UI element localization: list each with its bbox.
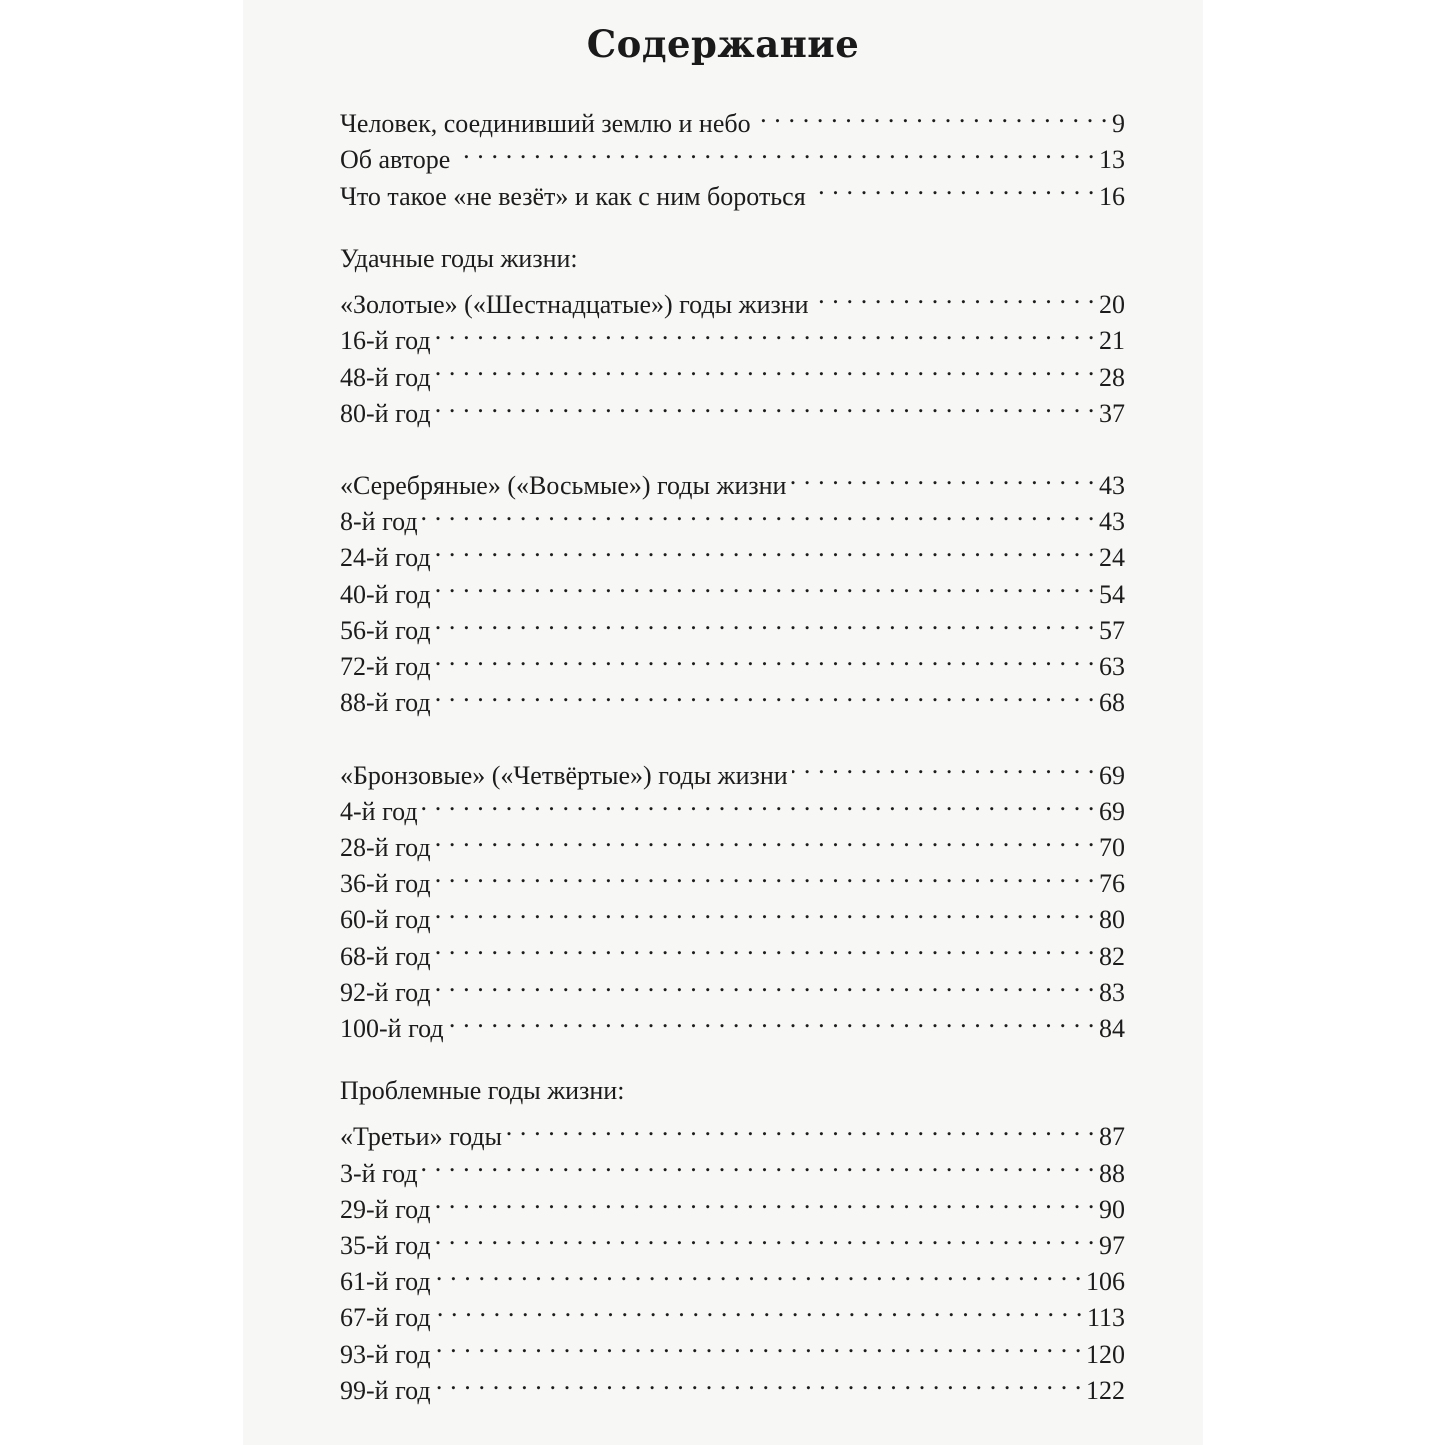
toc-entry-page: 28 <box>1099 362 1125 392</box>
dot-leader <box>790 458 1095 494</box>
toc-entry-page: 76 <box>1099 869 1125 899</box>
toc-entry <box>340 277 1125 320</box>
toc-entry-title: Что такое «не везёт» и как с ним бороться <box>340 181 806 211</box>
toc-entry-page: 88 <box>1099 1158 1125 1188</box>
book-page <box>243 0 1203 1445</box>
toc-section-intro <box>340 96 1125 211</box>
toc-section-bronze <box>340 747 1125 1043</box>
toc-entry-title: 93-й год <box>340 1339 431 1369</box>
toc-entry-page: 16 <box>1099 181 1125 211</box>
toc-section-silver <box>340 458 1125 718</box>
toc-entry <box>340 820 1125 862</box>
toc-entry-page: 90 <box>1099 1194 1125 1224</box>
toc-entry <box>340 747 1125 790</box>
toc-entry <box>340 1001 1125 1043</box>
toc-entry-title: Об авторе <box>340 145 451 175</box>
dot-leader <box>435 1290 1083 1326</box>
toc-entry <box>340 132 1125 175</box>
toc-entry-title: 61-й год <box>340 1267 431 1297</box>
toc-entry-page: 54 <box>1099 579 1125 609</box>
toc-entry <box>340 168 1125 211</box>
toc-entry-title: 40-й год <box>340 579 431 609</box>
toc-entry <box>340 784 1125 826</box>
toc-entry-title: 88-й год <box>340 688 431 718</box>
dot-leader <box>435 928 1095 964</box>
dot-leader <box>435 1254 1082 1290</box>
toc-entry-page: 87 <box>1099 1122 1125 1152</box>
dot-leader <box>435 1363 1082 1399</box>
toc-entry <box>340 603 1125 645</box>
toc-entry-title: 16-й год <box>340 326 431 356</box>
toc-entry <box>340 458 1125 501</box>
toc-entry <box>340 313 1125 356</box>
toc-entry <box>340 675 1125 718</box>
toc-entry <box>340 1254 1125 1297</box>
toc-entry-title: 3-й год <box>340 1158 418 1188</box>
dot-leader <box>422 1145 1095 1181</box>
toc-entry-page: 57 <box>1099 615 1125 645</box>
toc-entry-page: 43 <box>1099 507 1125 537</box>
toc-entry-page: 80 <box>1099 905 1125 935</box>
section-gap <box>340 422 1125 458</box>
toc-entry-title: 100-й год <box>340 1013 444 1043</box>
toc-entry-page: 37 <box>1099 398 1125 428</box>
dot-leader <box>792 747 1095 783</box>
dot-leader <box>435 1326 1082 1362</box>
toc-entry-page: 9 <box>1112 109 1125 139</box>
toc-entry <box>340 1290 1125 1333</box>
toc-entry <box>340 965 1125 1007</box>
toc-entry-title: 80-й год <box>340 398 431 428</box>
dot-leader <box>435 530 1095 566</box>
toc-entry-page: 122 <box>1086 1375 1125 1405</box>
toc-entry-page: 70 <box>1099 832 1125 862</box>
toc-entry-page: 20 <box>1099 290 1125 320</box>
toc-entry-title: «Бронзовые» («Четвёртые») годы жизни <box>340 760 788 790</box>
dot-leader <box>435 349 1095 385</box>
dot-leader <box>422 784 1095 820</box>
dot-leader <box>435 639 1095 675</box>
toc-entry-page: 13 <box>1099 145 1125 175</box>
toc-entry <box>340 349 1125 392</box>
toc-entry <box>340 1326 1125 1369</box>
toc-entry <box>340 1109 1125 1152</box>
toc-entry-title: 60-й год <box>340 905 431 935</box>
toc-entry-page: 24 <box>1099 543 1125 573</box>
toc-entry-title: 68-й год <box>340 941 431 971</box>
toc-entry <box>340 892 1125 935</box>
table-of-contents <box>340 96 1125 1405</box>
dot-leader <box>435 856 1095 892</box>
toc-entry-title: 35-й год <box>340 1231 431 1260</box>
toc-entry-title: 92-й год <box>340 977 431 1007</box>
toc-entry-page: 69 <box>1099 796 1125 826</box>
toc-entry-page: 68 <box>1099 688 1125 718</box>
dot-leader <box>435 892 1095 928</box>
dot-leader <box>435 313 1095 349</box>
dot-leader <box>435 566 1095 602</box>
dot-leader <box>448 1001 1095 1037</box>
dot-leader <box>435 603 1095 639</box>
toc-entry <box>340 1363 1125 1405</box>
toc-entry <box>340 1218 1125 1260</box>
dot-leader <box>506 1109 1095 1145</box>
toc-entry-title: Человек, соединивший землю и небо <box>340 109 751 139</box>
toc-entry-title: 8-й год <box>340 507 418 537</box>
toc-entry-title: 4-й год <box>340 796 418 826</box>
toc-section-third <box>340 1109 1125 1405</box>
toc-section-golden <box>340 277 1125 428</box>
toc-entry <box>340 386 1125 428</box>
section-heading-problem: Проблемные годы жизни: <box>340 1076 625 1106</box>
section-gap <box>340 1037 1125 1073</box>
section-heading-lucky: Удачные годы жизни: <box>340 243 578 273</box>
toc-entry-title: 36-й год <box>340 869 431 899</box>
toc-entry <box>340 1145 1125 1188</box>
dot-leader <box>435 675 1095 711</box>
toc-entry-title: «Золотые» («Шестнадцатые») годы жизни <box>340 290 809 320</box>
toc-entry-title: 24-й год <box>340 543 431 573</box>
dot-leader <box>755 96 1108 132</box>
toc-entry <box>340 856 1125 899</box>
toc-entry-title: 29-й год <box>340 1194 431 1224</box>
page-title: Содержание <box>586 22 860 66</box>
toc-entry-page: 21 <box>1099 326 1125 356</box>
dot-leader <box>435 965 1095 1001</box>
dot-leader <box>435 820 1095 856</box>
toc-entry <box>340 530 1125 573</box>
toc-entry <box>340 1182 1125 1224</box>
toc-entry <box>340 566 1125 609</box>
toc-entry-title: 56-й год <box>340 615 431 645</box>
toc-entry <box>340 928 1125 971</box>
dot-leader <box>435 1218 1095 1254</box>
dot-leader <box>435 1182 1095 1218</box>
toc-entry <box>340 494 1125 537</box>
toc-entry-title: 72-й год <box>340 652 431 681</box>
toc-entry-page: 69 <box>1099 760 1125 790</box>
toc-entry-page: 83 <box>1099 977 1125 1007</box>
toc-entry <box>340 639 1125 681</box>
toc-entry-title: «Серебряные» («Восьмые») годы жизни <box>340 471 787 501</box>
dot-leader <box>422 494 1095 530</box>
toc-entry-page: 113 <box>1086 1303 1125 1333</box>
dot-leader <box>435 386 1095 422</box>
toc-entry-title: 67-й год <box>340 1303 431 1333</box>
section-gap <box>340 711 1125 747</box>
toc-entry-title: 48-й год <box>340 362 431 392</box>
toc-entry-page: 120 <box>1086 1339 1125 1369</box>
toc-entry-page: 82 <box>1099 941 1125 971</box>
toc-entry-page: 97 <box>1099 1231 1125 1260</box>
toc-entry-page: 84 <box>1099 1013 1125 1043</box>
toc-entry-title: «Третьи» годы <box>340 1122 503 1152</box>
dot-leader <box>810 168 1095 204</box>
toc-entry-page: 43 <box>1099 471 1125 501</box>
toc-entry-page: 63 <box>1099 652 1125 681</box>
dot-leader <box>454 132 1095 168</box>
toc-entry-title: 28-й год <box>340 832 431 862</box>
toc-entry <box>340 96 1125 139</box>
toc-entry-title: 99-й год <box>340 1375 431 1405</box>
dot-leader <box>813 277 1095 313</box>
toc-entry-page: 106 <box>1086 1267 1125 1297</box>
